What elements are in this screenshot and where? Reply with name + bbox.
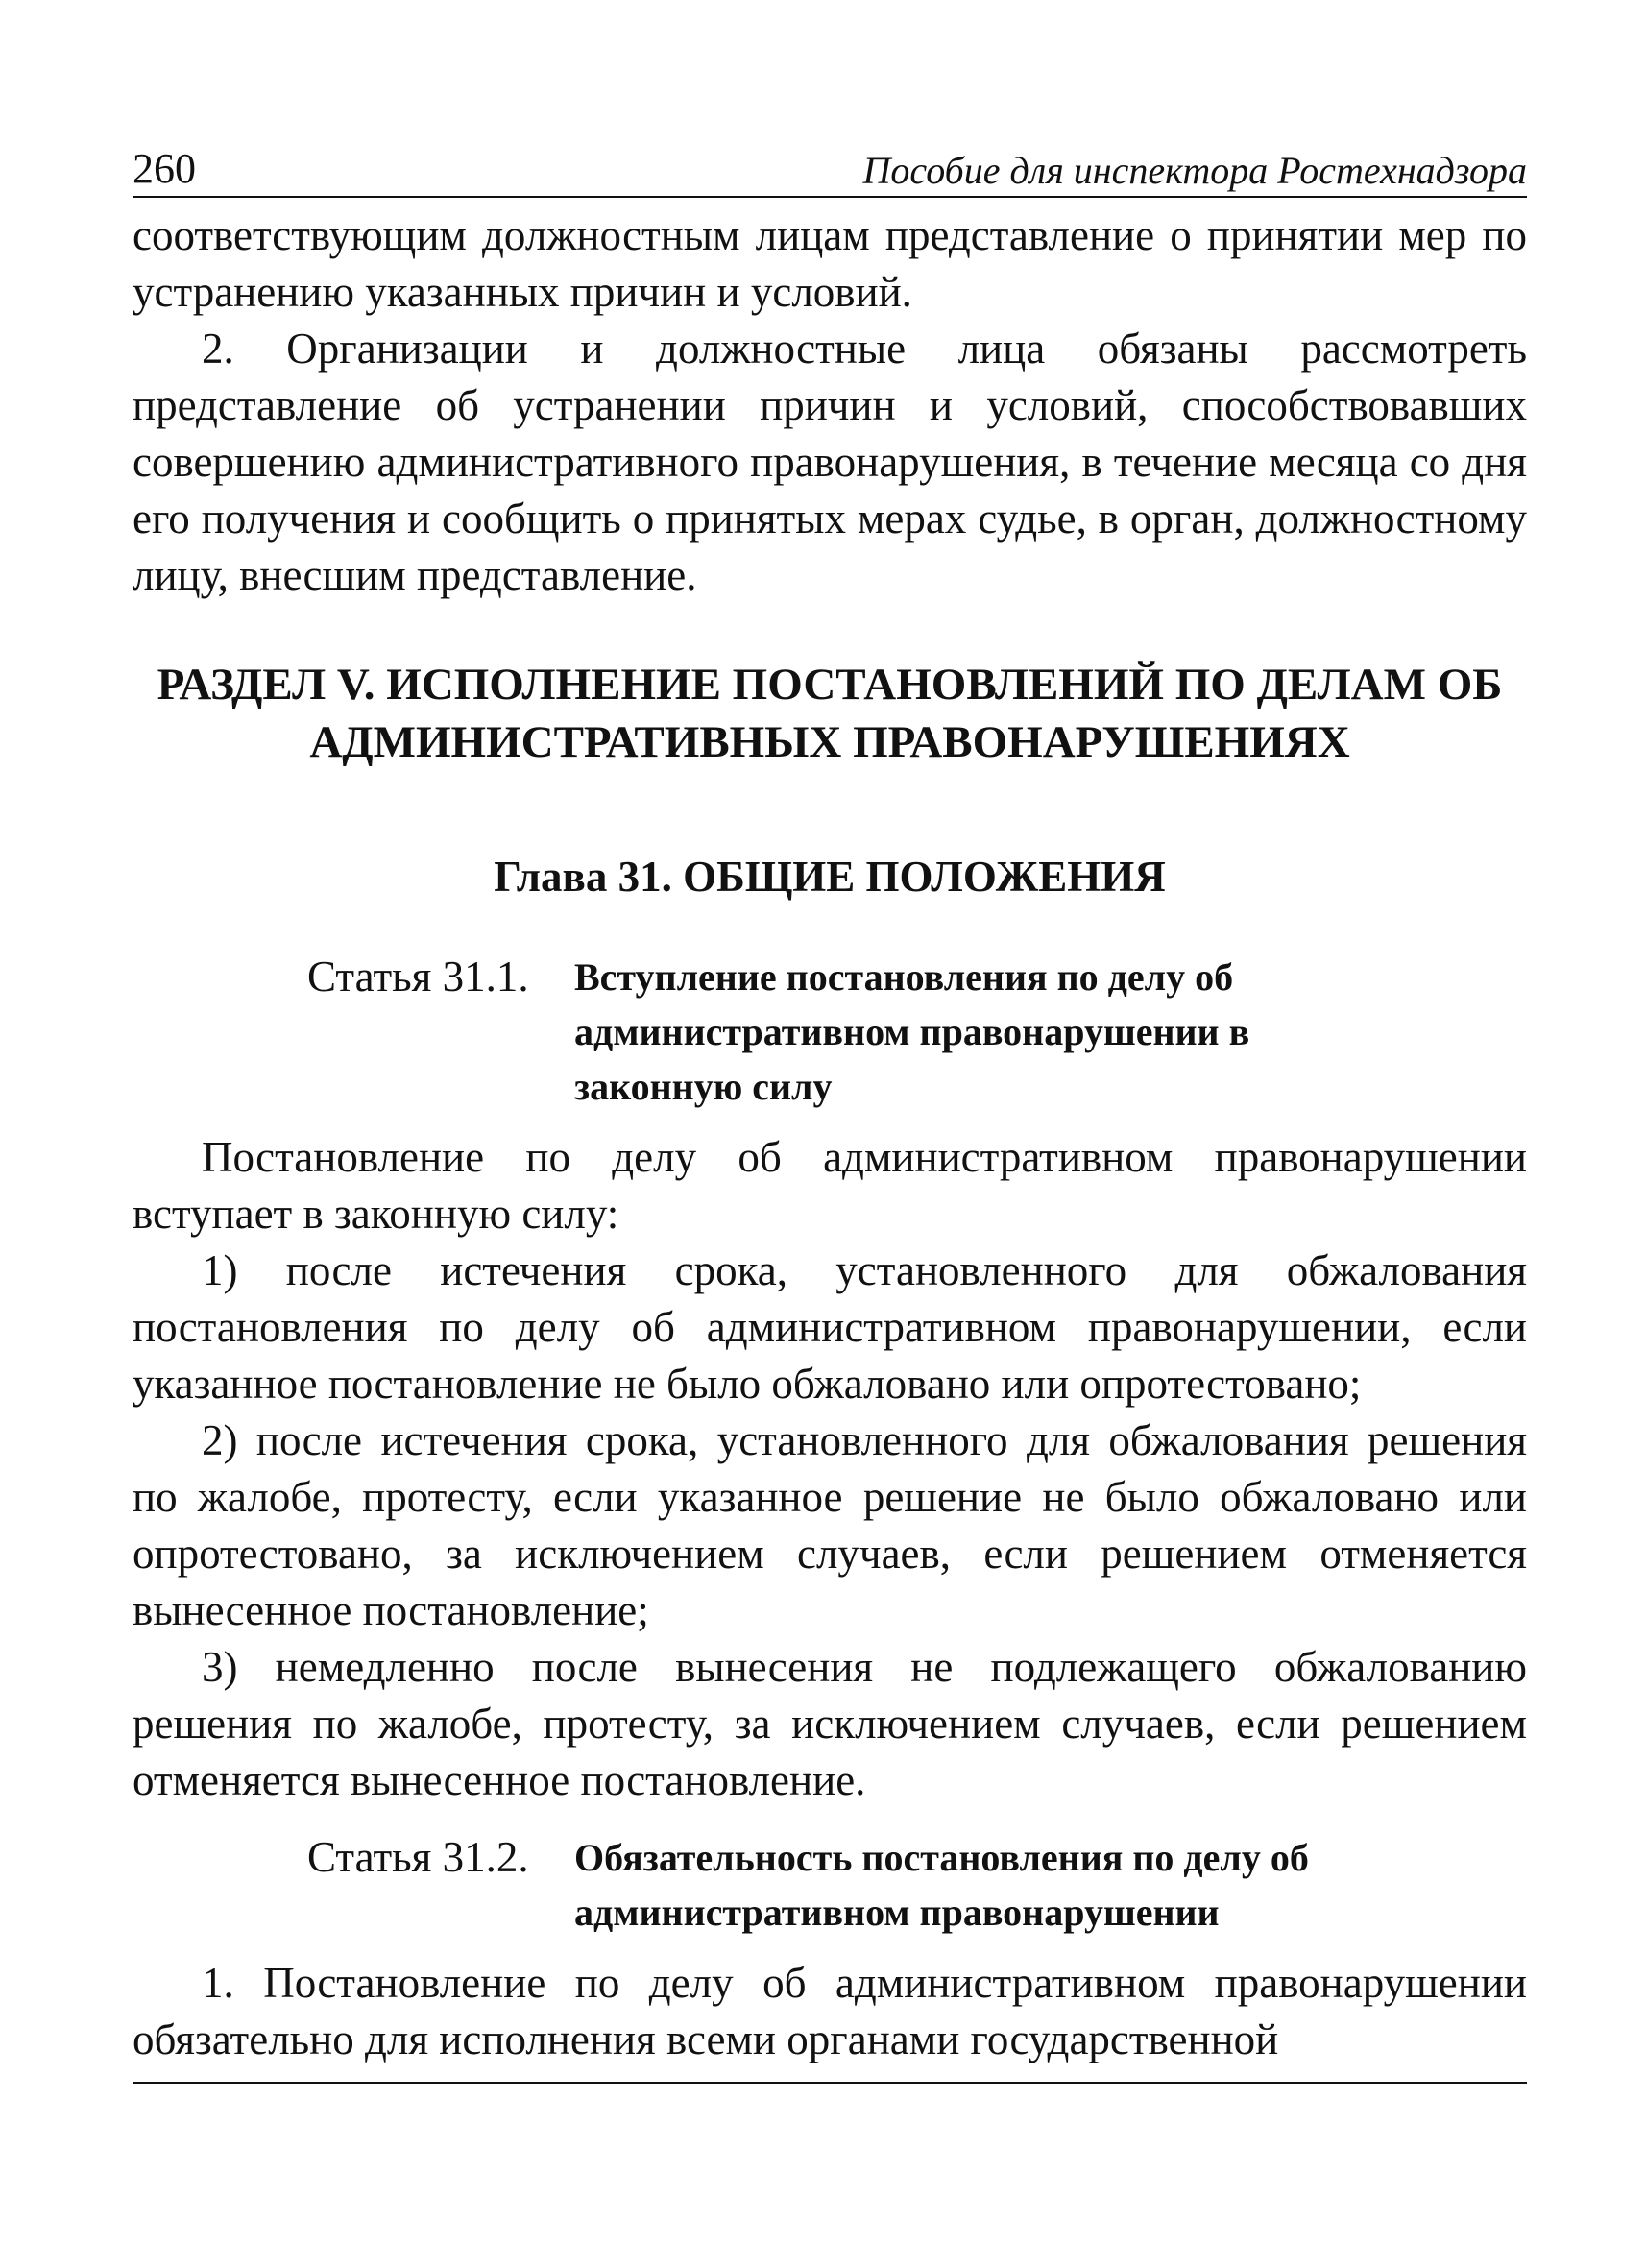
article-label: Статья 31.2. <box>307 1833 529 1881</box>
running-title: Пособие для инспектора Ростехнадзора <box>862 149 1527 192</box>
section-heading: РАЗДЕЛ V. ИСПОЛНЕНИЕ ПОСТАНОВЛЕНИЙ ПО ДЕЛАМ ОБ АДМИНИСТРАТИВНЫХ ПРАВОНАРУШЕНИЯХ <box>157 660 1503 767</box>
article-label: Статья 31.1. <box>307 953 529 1001</box>
article-heading-31-2 <box>133 1830 1527 1940</box>
document-page <box>133 134 1527 2068</box>
paragraph-item-1: 1. Постановление по делу об административном правонарушении обязательно для исполнения всеми органами государственной <box>133 1959 1527 2063</box>
list-item-2: 2) после истечения срока, установленного для обжалования решения по жалобе, протесту, если указанное решение не было обжаловано или опротестовано, за исключением случаев, если решением отменяется вынесенное постановление; <box>133 1416 1527 1634</box>
body-text <box>133 207 1527 2068</box>
paragraph-item-2: 2. Организации и должностные лица обязаны рассмотреть представление об устранении причин и условий, способствовавших совершению административного правонарушения, в течение месяца со дня его получения и сообщить о принятых мерах судье, в орган, должностному лицу, внесшим представление. <box>133 325 1527 599</box>
article-heading-31-1 <box>133 950 1527 1114</box>
article-title: Вступление постановления по делу об административном правонарушении в законную силу <box>574 955 1250 1108</box>
paragraph-intro: Постановление по делу об административном правонарушении вступает в законную силу: <box>133 1133 1527 1238</box>
footer-rule <box>133 2082 1527 2084</box>
article-title: Обязательность постановления по делу об административном правонарушении <box>574 1836 1309 1934</box>
chapter-heading: Глава 31. ОБЩИЕ ПОЛОЖЕНИЯ <box>494 853 1166 901</box>
paragraph-continuation: соответствующим должностным лицам представление о принятии мер по устранению указанных причин и условий. <box>133 211 1527 316</box>
list-item-3: 3) немедленно после вынесения не подлежащего обжалованию решения по жалобе, протесту, за исключением случаев, если решением отменяется вынесенное постановление. <box>133 1643 1527 1804</box>
running-header <box>133 134 1527 198</box>
list-item-1: 1) после истечения срока, установленного для обжалования постановления по делу об административном правонарушении, если указанное постановление не было обжаловано или опротестовано; <box>133 1246 1527 1408</box>
page-number: 260 <box>133 145 196 192</box>
